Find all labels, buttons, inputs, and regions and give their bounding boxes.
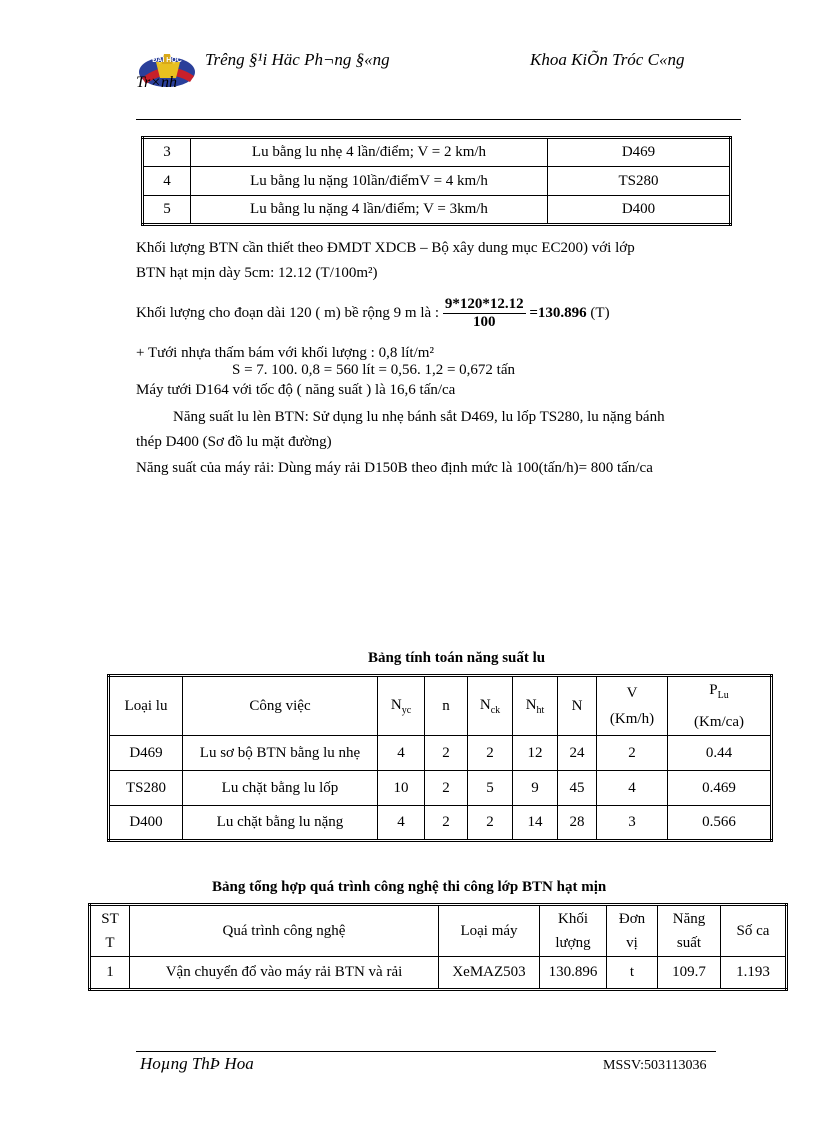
cell-n: 2 xyxy=(425,806,468,841)
header-v xyxy=(597,676,668,736)
formula-denominator: 100 xyxy=(472,314,496,330)
cell-N: 45 xyxy=(558,771,597,806)
table-row xyxy=(109,806,772,841)
cell-nyc: 4 xyxy=(378,806,425,841)
header-shifts: Số ca xyxy=(721,905,787,957)
footer-student-id: MSSV:503113036 xyxy=(603,1058,707,1073)
paragraph-tack-calc: S = 7. 100. 0,8 = 560 lít = 0,56. 1,2 = 0,672 tấn xyxy=(232,362,516,378)
formula-result: =130.896 xyxy=(529,304,587,321)
cell-nck: 2 xyxy=(468,736,513,771)
formula-prefix: Khối lượng cho đoạn dài 120 ( m) bề rộng 9 m là : xyxy=(136,304,440,321)
cell-process: Vận chuyển đổ vào máy rải BTN và rải xyxy=(130,957,439,990)
cell-job: Lu sơ bộ BTN bằng lu nhẹ xyxy=(183,736,378,771)
table-row xyxy=(143,167,731,196)
cell-no: 4 xyxy=(143,167,191,196)
cell-v: 2 xyxy=(597,736,668,771)
header-stt-2: T xyxy=(105,935,115,951)
header-nht xyxy=(513,676,558,736)
paragraph-sprayer: Máy tưới D164 với tốc độ ( năng suất ) là 16,6 tấn/ca xyxy=(136,382,456,398)
cell-N: 28 xyxy=(558,806,597,841)
cell-v: 3 xyxy=(597,806,668,841)
cell-p: 0.469 xyxy=(668,771,772,806)
cell-machine: TS280 xyxy=(548,167,731,196)
cell-n: 2 xyxy=(425,736,468,771)
cell-v: 4 xyxy=(597,771,668,806)
table-row xyxy=(109,771,772,806)
header-prod-1: Năng xyxy=(672,911,706,927)
header-nyc-main: N xyxy=(390,696,402,713)
header-prod xyxy=(658,905,721,957)
header-rule xyxy=(136,119,741,120)
cell-unit: t xyxy=(607,957,658,990)
cell-desc: Lu bằng lu nặng 4 lần/điểm; V = 3km/h xyxy=(191,196,548,225)
header-type: Loại lu xyxy=(109,676,183,736)
header-faculty: Khoa KiÕn Tróc C«ng xyxy=(530,50,685,69)
paragraph-tack-coat: + Tưới nhựa thấm bám với khối lượng : 0,8 lít/m² xyxy=(136,345,434,361)
cell-machine: XeMAZ503 xyxy=(439,957,540,990)
cell-nck: 5 xyxy=(468,771,513,806)
header-p-main: P xyxy=(709,682,718,698)
roller-steps-table xyxy=(141,136,732,226)
header-nht-main: N xyxy=(525,696,537,713)
cell-no: 3 xyxy=(143,138,191,167)
table-row xyxy=(143,138,731,167)
header-unit xyxy=(607,905,658,957)
header-prod-2: suất xyxy=(676,935,702,951)
header-unit-2: vị xyxy=(626,935,638,951)
cell-N: 24 xyxy=(558,736,597,771)
cell-machine: D469 xyxy=(548,138,731,167)
header-N: N xyxy=(558,676,597,736)
header-qty-2: lượng xyxy=(555,935,591,951)
paragraph-btn-quantity-1: Khối lượng BTN cần thiết theo ĐMDT XDCB – Bộ xây dung mục EC200) với lớp xyxy=(136,240,635,256)
cell-prod: 109.7 xyxy=(658,957,721,990)
table-row xyxy=(109,736,772,771)
cell-p: 0.566 xyxy=(668,806,772,841)
header-school-wrap: Tr×nh xyxy=(136,74,178,91)
paragraph-roller-1: Năng suất lu lèn BTN: Sử dụng lu nhẹ bánh sắt D469, lu lốp TS280, lu nặng bánh xyxy=(173,409,665,425)
header-n: n xyxy=(425,676,468,736)
cell-nck: 2 xyxy=(468,806,513,841)
cell-machine: D400 xyxy=(548,196,731,225)
header-v-main: V xyxy=(626,685,638,701)
table-row xyxy=(143,196,731,225)
process-summary-table xyxy=(88,903,788,991)
cell-job: Lu chặt bằng lu nặng xyxy=(183,806,378,841)
header-stt-1: ST xyxy=(101,911,119,927)
cell-no: 5 xyxy=(143,196,191,225)
header-nht-sub: ht xyxy=(536,704,545,716)
cell-p: 0.44 xyxy=(668,736,772,771)
table-header-row xyxy=(109,676,772,736)
roller-productivity-table xyxy=(107,674,773,842)
cell-type: TS280 xyxy=(109,771,183,806)
cell-nyc: 4 xyxy=(378,736,425,771)
header-v-unit: (Km/h) xyxy=(609,711,655,727)
cell-shifts: 1.193 xyxy=(721,957,787,990)
table-row xyxy=(90,957,787,990)
roller-table-caption: Bảng tính toán năng suất lu xyxy=(368,650,546,666)
cell-nyc: 10 xyxy=(378,771,425,806)
paragraph-formula xyxy=(136,296,610,331)
formula-unit: (T) xyxy=(590,304,610,321)
footer-rule xyxy=(136,1051,716,1052)
cell-n: 2 xyxy=(425,771,468,806)
process-table-caption: Bảng tổng hợp quá trình công nghệ thi công lớp BTN hạt mịn xyxy=(212,879,607,895)
header-job: Công việc xyxy=(183,676,378,736)
header-nck-sub: ck xyxy=(490,704,501,716)
header-p-unit: (Km/ca) xyxy=(694,714,744,730)
paragraph-paver: Năng suất của máy rải: Dùng máy rải D150B theo định mức là 100(tấn/h)= 800 tấn/ca xyxy=(136,460,653,476)
header-machine: Loại máy xyxy=(439,905,540,957)
header-nyc-sub: yc xyxy=(401,704,412,716)
cell-type: D469 xyxy=(109,736,183,771)
cell-desc: Lu bằng lu nặng 10lần/điểmV = 4 km/h xyxy=(191,167,548,196)
header-qty-1: Khối xyxy=(558,911,588,927)
cell-nht: 9 xyxy=(513,771,558,806)
cell-type: D400 xyxy=(109,806,183,841)
header-p xyxy=(668,676,772,736)
header-p-sub: Lu xyxy=(717,690,729,701)
header-qty xyxy=(540,905,607,957)
cell-nht: 12 xyxy=(513,736,558,771)
cell-stt: 1 xyxy=(90,957,130,990)
header-nyc xyxy=(378,676,425,736)
cell-job: Lu chặt bằng lu lốp xyxy=(183,771,378,806)
cell-desc: Lu bằng lu nhẹ 4 lần/điểm; V = 2 km/h xyxy=(191,138,548,167)
paragraph-btn-quantity-2: BTN hạt mịn dày 5cm: 12.12 (T/100m²) xyxy=(136,265,378,281)
header-stt xyxy=(90,905,130,957)
table-header-row xyxy=(90,905,787,957)
header-process: Quá trình công nghệ xyxy=(130,905,439,957)
cell-nht: 14 xyxy=(513,806,558,841)
footer-author: Hoµng ThÞ Hoa xyxy=(140,1054,254,1073)
header-school: Trêng §¹i Häc Ph¬ng §«ng xyxy=(205,50,390,69)
header-unit-1: Đơn xyxy=(618,911,646,927)
logo-text: ĐẠI HỌC xyxy=(152,57,182,64)
formula-fraction xyxy=(443,296,526,331)
header-nck-main: N xyxy=(479,696,491,713)
paragraph-roller-2: thép D400 (Sơ đồ lu mặt đường) xyxy=(136,434,332,450)
cell-qty: 130.896 xyxy=(540,957,607,990)
formula-numerator: 9*120*12.12 xyxy=(444,296,524,312)
header-nck xyxy=(468,676,513,736)
